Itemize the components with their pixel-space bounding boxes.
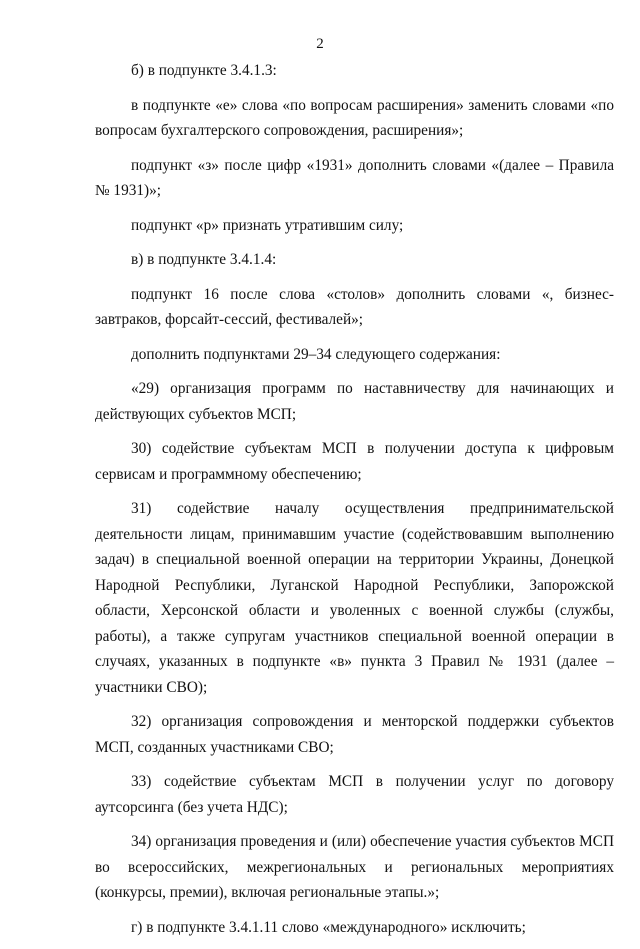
paragraph-34-events: 34) организация проведения и (или) обеспечение участия субъектов МСП во всероссийских, межрегиональных и региональных мероприятиях (конкурсы, премии), включая региональные этапы.»; xyxy=(95,833,614,901)
paragraph-32-support: 32) организация сопровождения и менторской поддержки субъектов МСП, созданных участниками СВО; xyxy=(95,713,614,756)
document-body xyxy=(95,58,614,949)
paragraph-z-digits: подпункт «з» после цифр «1931» дополнить словами «(далее – Правила № 1931)»; xyxy=(95,156,614,199)
paragraph-e-words: в подпункте «е» слова «по вопросам расширения» заменить словами «по вопросам бухгалтерского сопровождения, расширения»; xyxy=(95,96,614,139)
paragraph-30-digital: 30) содействие субъектам МСП в получении доступа к цифровым сервисам и программному обеспечению; xyxy=(95,440,614,483)
paragraph-16-tables: подпункт 16 после слова «столов» дополнить словами «, бизнес-завтраков, форсайт-сессий, фестивалей»; xyxy=(95,285,614,328)
paragraph-29-mentoring: «29) организация программ по наставничеству для начинающих и действующих субъектов МСП; xyxy=(95,380,614,423)
paragraph-31-svo: 31) содействие началу осуществления предпринимательской деятельности лицам, принимавшим участие (содействовавшим выполнению задач) в специальной военной операции на территории Украины, Донецкой Народной Республики, Луганской Народной Республики, Запорожской области, Херсонской области и уволенных с военной службы (службы, работы), а также супругам участников специальной военной операции в случаях, указанных в подпункте «в» пункта 3 Правил № 1931 (далее – участники СВО); xyxy=(95,500,614,696)
paragraph-r-void: подпункт «р» признать утратившим силу; xyxy=(131,216,404,234)
paragraph-v: в) в подпункте 3.4.1.4: xyxy=(131,251,277,268)
paragraph-33-outsourcing: 33) содействие субъектам МСП в получении услуг по договору аутсорсинга (без учета НДС); xyxy=(95,773,614,816)
page-number: 2 xyxy=(316,36,324,52)
paragraph-b: б) в подпункте 3.4.1.3: xyxy=(131,62,277,79)
paragraph-g: г) в подпункте 3.4.1.11 слово «международного» исключить; xyxy=(131,918,526,936)
paragraph-add-29-34: дополнить подпунктами 29–34 следующего содержания: xyxy=(131,345,501,363)
